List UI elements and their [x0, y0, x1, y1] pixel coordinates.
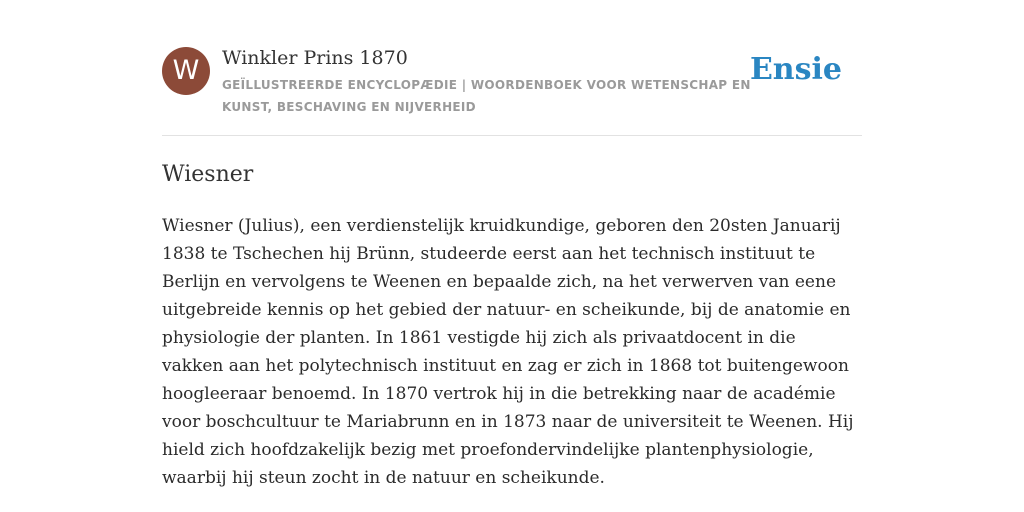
source-info: [222, 45, 762, 118]
source-header: [162, 0, 862, 136]
ensie-logo[interactable]: Ensie: [749, 52, 842, 87]
source-avatar[interactable]: W: [162, 47, 210, 95]
source-subtitle: GEÏLLUSTREERDE ENCYCLOPÆDIE | WOORDENBOEK VOOR WETENSCHAP EN KUNST, BESCHAVING EN NIJVERHEID: [222, 78, 751, 114]
source-title[interactable]: Winkler Prins 1870: [222, 47, 408, 69]
page: [162, 0, 862, 492]
entry-body: Wiesner (Julius), een verdienstelijk kruidkundige, geboren den 20sten Januarij 1838 te Tschechen hij Brünn, studeerde eerst aan het technisch instituut te Berlijn en vervolgens te Weenen en bepaalde zich, na het verwerven van eene uitgebreide kennis op het gebied der natuur- en scheikunde, bij de anatomie en physiologie der planten. In 1861 vestigde hij zich als privaatdocent in die vakken aan het polytechnisch instituut en zag er zich in 1868 tot buitengewoon hoogleeraar benoemd. In 1870 vertrok hij in die betrekking naar de académie voor boschcultuur te Mariabrunn en in 1873 naar de universiteit te Weenen. Hij hield zich hoofdzakelijk bezig met proefondervindelijke plantenphysiologie, waarbij hij steun zocht in de natuur en scheikunde.: [162, 216, 854, 488]
entry-title: Wiesner: [162, 162, 254, 187]
